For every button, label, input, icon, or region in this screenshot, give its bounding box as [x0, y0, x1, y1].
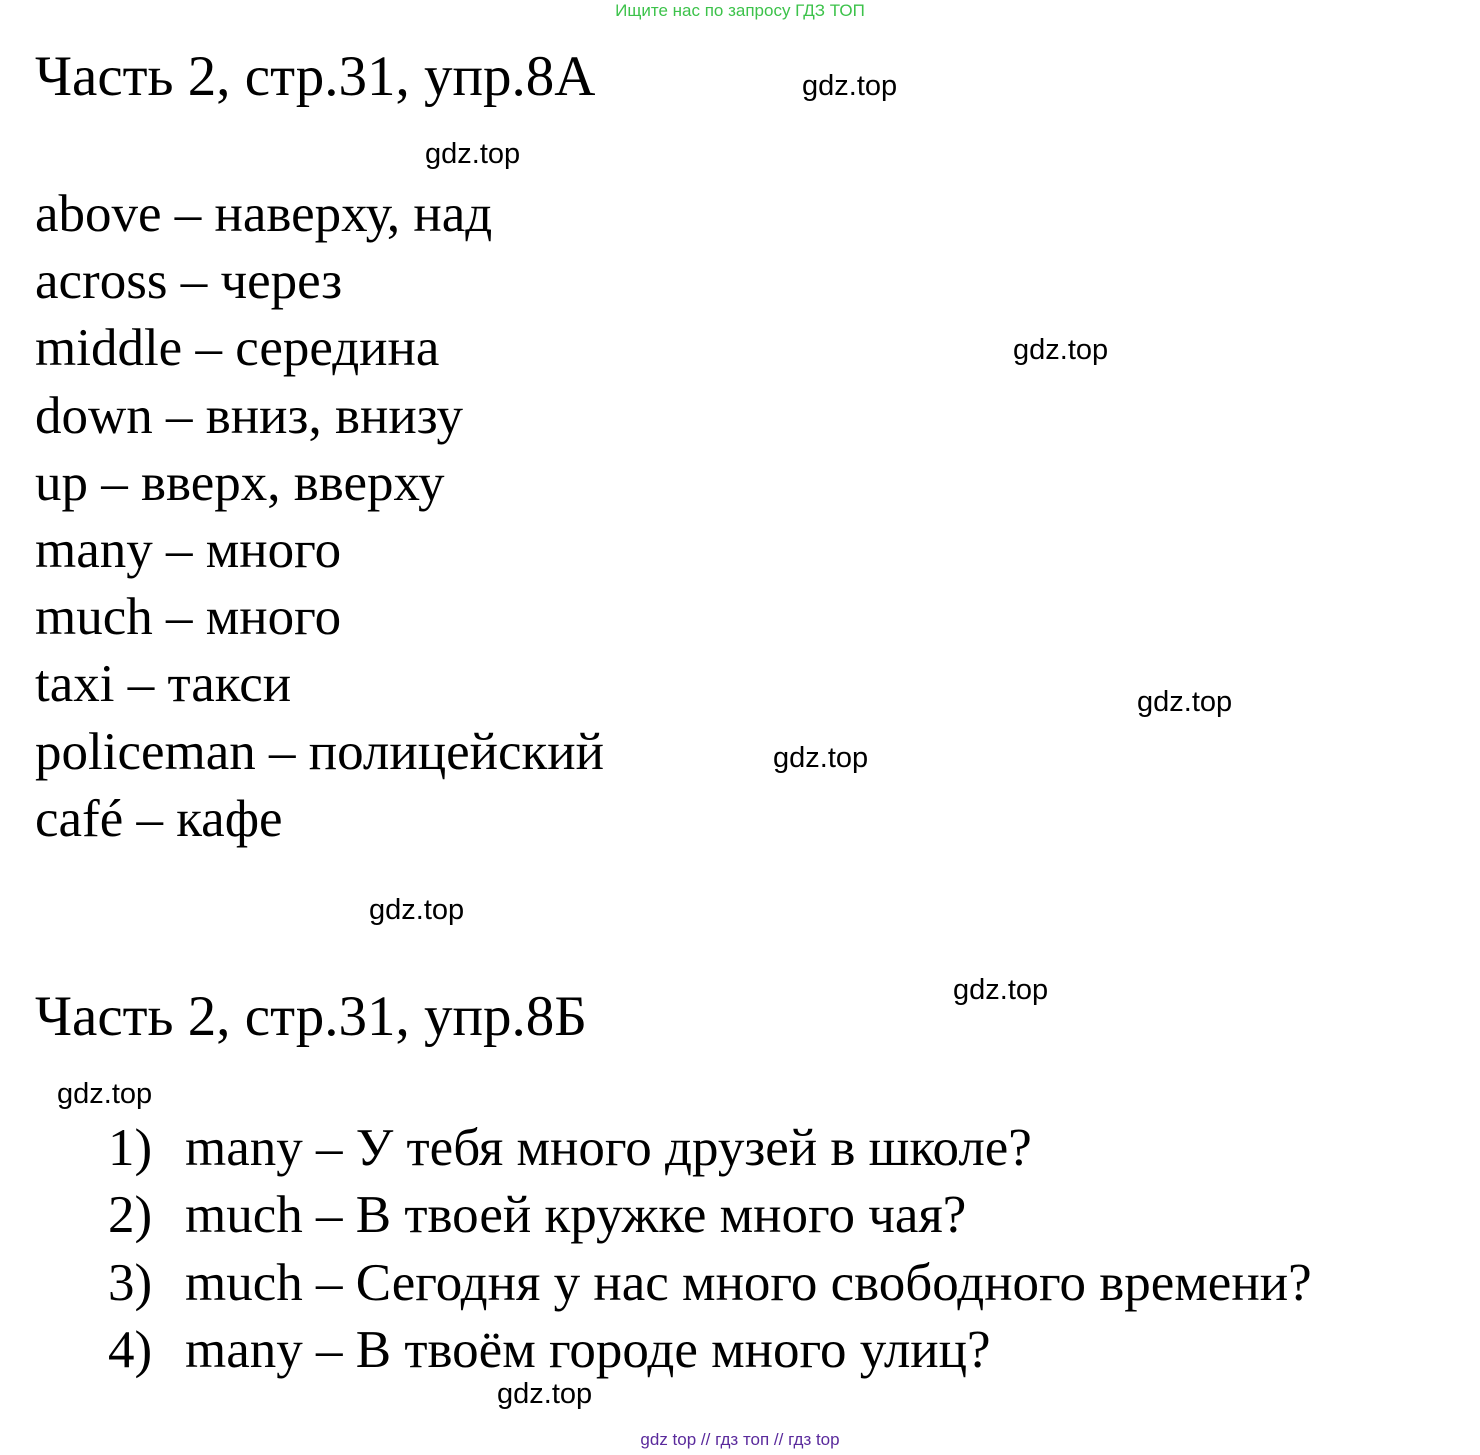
- watermark: gdz.top: [1013, 334, 1109, 366]
- answer-item: [108, 1250, 1312, 1317]
- watermark: gdz.top: [425, 138, 521, 170]
- watermark: gdz.top: [1137, 686, 1233, 718]
- vocab-item: across – через: [35, 252, 343, 311]
- answer-text: many – В твоём городе много улиц?: [185, 1320, 991, 1379]
- section-a-title: Часть 2, стр.31, упр.8А: [35, 45, 596, 108]
- answer-number: 1): [108, 1119, 153, 1177]
- vocab-item: many – много: [35, 520, 342, 579]
- section-b-title: Часть 2, стр.31, упр.8Б: [35, 985, 587, 1048]
- vocabulary-list: [35, 181, 604, 853]
- answer-item: [108, 1317, 1312, 1384]
- answer-text: many – У тебя много друзей в школе?: [185, 1119, 1032, 1177]
- vocab-item: much – много: [35, 588, 342, 647]
- vocab-item: café – кафе: [35, 789, 283, 848]
- watermark: gdz.top: [773, 742, 869, 774]
- vocab-item: taxi – такси: [35, 655, 292, 714]
- watermark: gdz.top: [369, 894, 465, 926]
- watermark: gdz.top: [57, 1078, 153, 1110]
- vocab-item: above – наверху, над: [35, 185, 493, 243]
- footer-tagline: gdz top // гдз топ // гдз top: [640, 1430, 840, 1449]
- search-banner: Ищите нас по запросу ГДЗ ТОП: [615, 1, 865, 20]
- vocab-item: down – вниз, внизу: [35, 386, 464, 445]
- answer-number: 2): [108, 1186, 153, 1245]
- answer-number: 4): [108, 1320, 153, 1379]
- answer-text: much – В твоей кружке много чая?: [185, 1186, 967, 1245]
- answer-item: [108, 1115, 1312, 1182]
- watermark: gdz.top: [497, 1378, 593, 1410]
- answer-text: much – Сегодня у нас много свободного времени?: [185, 1253, 1312, 1312]
- answer-item: [108, 1182, 1312, 1249]
- watermark: gdz.top: [802, 70, 898, 102]
- vocab-item: policeman – полицейский: [35, 722, 604, 781]
- vocab-item: middle – середина: [35, 319, 440, 378]
- vocab-item: up – вверх, вверху: [35, 453, 445, 512]
- answer-list: [108, 1115, 1312, 1384]
- answer-number: 3): [108, 1253, 153, 1312]
- watermark: gdz.top: [953, 974, 1049, 1006]
